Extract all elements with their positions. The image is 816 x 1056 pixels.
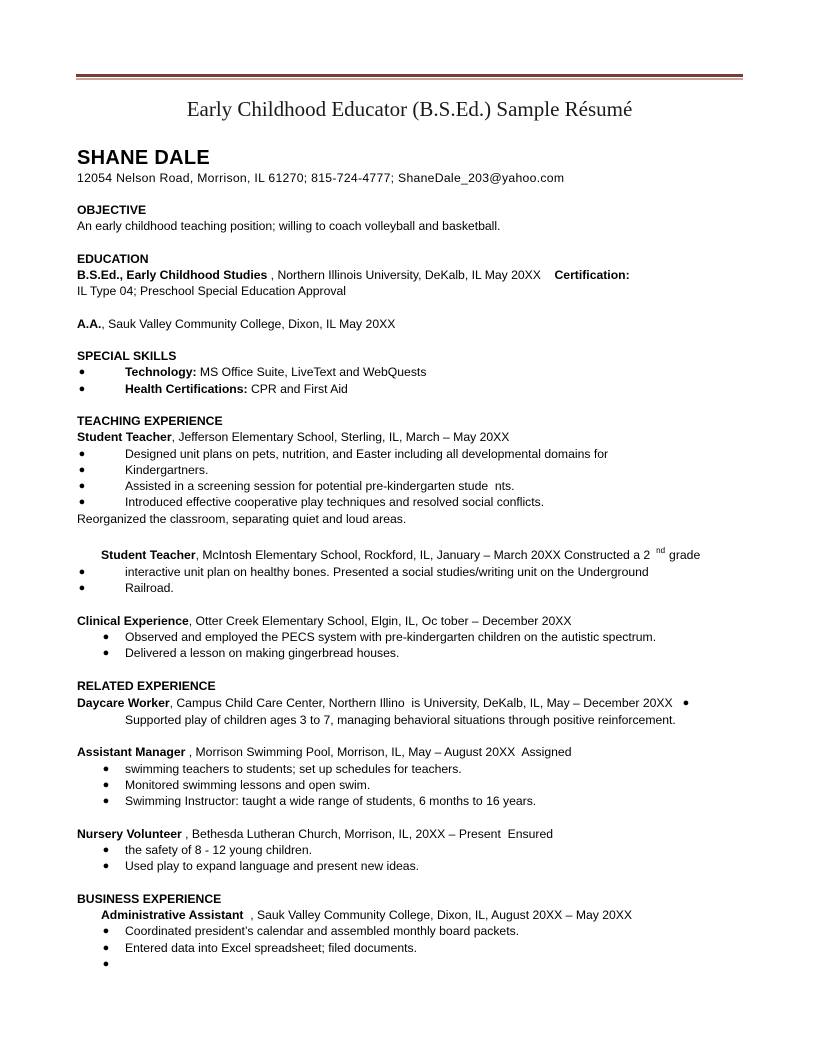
bullet-icon: ●: [78, 565, 86, 578]
bullet-icon: ●: [102, 957, 110, 970]
bullet-icon: ●: [102, 647, 110, 660]
bullet-icon: ●: [102, 795, 110, 808]
list-item: [77, 645, 757, 661]
superscript: nd: [656, 546, 666, 556]
bullet-icon: ●: [102, 762, 110, 775]
list-item: [77, 478, 757, 494]
related-heading: RELATED EXPERIENCE: [77, 678, 216, 693]
list-item: [77, 956, 757, 972]
teaching-job-2: [77, 543, 757, 563]
related-job-3: [77, 826, 757, 842]
list-item: [77, 446, 757, 462]
list-item: [77, 777, 757, 793]
document-title: Early Childhood Educator (B.S.Ed.) Sample Résumé: [186, 97, 633, 121]
job-title: Administrative Assistant: [101, 907, 244, 922]
list-item: [77, 462, 757, 478]
skill-text: CPR and First Aid: [247, 381, 348, 396]
header-rule: [76, 74, 743, 81]
bullet-icon: ●: [78, 366, 86, 379]
certification-text: IL Type 04; Preschool Special Education Approval: [77, 284, 346, 299]
bullet-icon: ●: [78, 496, 86, 509]
list-item-text: Kindergartners.: [125, 462, 209, 477]
bullet-icon: ●: [102, 925, 110, 938]
business-job-1: [77, 907, 757, 923]
teaching-job-3: [77, 613, 757, 629]
bullet-icon: ●: [102, 778, 110, 791]
job-title: Clinical Experience: [77, 613, 189, 628]
skill-item: [77, 364, 757, 380]
job-details: , Morrison Swimming Pool, Morrison, IL, May – August 20XX Assigned: [185, 745, 572, 760]
bullet-icon: ●: [78, 447, 86, 460]
job-title: Assistant Manager: [77, 745, 186, 760]
teaching-job-1-tail: Reorganized the classroom, separating quiet and loud areas.: [77, 511, 407, 526]
list-item-text: Delivered a lesson on making gingerbread houses.: [125, 646, 400, 661]
job-title: Nursery Volunteer: [77, 826, 182, 841]
certification-label: Certification:: [554, 267, 630, 282]
bullet-icon: ●: [78, 581, 86, 594]
list-item-text: interactive unit plan on healthy bones. Presented a social studies/writing unit on the Underground: [125, 564, 649, 579]
list-item-text: Swimming Instructor: taught a wide range of students, 6 months to 16 years.: [125, 794, 537, 809]
job-details: , Sauk Valley Community College, Dixon, IL, August 20XX – May 20XX: [243, 907, 633, 922]
education-heading: EDUCATION: [77, 251, 149, 266]
skills-heading: SPECIAL SKILLS: [77, 349, 177, 364]
list-item: [77, 793, 757, 809]
bullet-icon: ●: [102, 860, 110, 873]
list-item-text: Used play to expand language and present new ideas.: [125, 859, 420, 874]
skill-item: [77, 381, 757, 397]
degree-1-title: B.S.Ed., Early Childhood Studies: [77, 267, 268, 282]
list-item-text: Railroad.: [125, 580, 174, 595]
bullet-icon: ●: [682, 696, 690, 709]
job-title: Daycare Worker: [77, 695, 170, 710]
bullet-icon: ●: [78, 480, 86, 493]
list-item: [77, 494, 757, 510]
skill-label: Health Certifications:: [125, 381, 248, 396]
candidate-name: SHANE DALE: [77, 147, 211, 169]
list-item: [77, 923, 757, 939]
related-job-1-text: Supported play of children ages 3 to 7, managing behavioral situations through positive reinforcement.: [125, 712, 676, 727]
list-item-text: Monitored swimming lessons and open swim.: [125, 777, 371, 792]
teaching-job-1: [77, 429, 757, 445]
degree-1-details: , Northern Illinois University, DeKalb, IL May 20XX: [267, 267, 555, 282]
skill-label: Technology:: [125, 365, 197, 380]
related-job-1: [77, 694, 757, 712]
bullet-icon: ●: [102, 630, 110, 643]
job-details: , Campus Child Care Center, Northern Illino is University, DeKalb, IL, May – December 20XX: [169, 695, 673, 710]
list-item-text: the safety of 8 - 12 young children.: [125, 843, 312, 858]
list-item-text: swimming teachers to students; set up schedules for teachers.: [125, 761, 462, 776]
list-item: [77, 858, 757, 874]
list-item-text: Coordinated president’s calendar and assembled monthly board packets.: [125, 924, 520, 939]
list-item-text: Observed and employed the PECS system with pre-kindergarten children on the autistic spectrum.: [125, 629, 657, 644]
list-item: [77, 580, 757, 596]
degree-2-title: A.A.: [77, 316, 102, 331]
job-details-end: grade: [669, 548, 701, 563]
teaching-heading: TEACHING EXPERIENCE: [77, 414, 223, 429]
list-item-text: Assisted in a screening session for potential pre-kindergarten stude nts.: [125, 479, 515, 494]
bullet-icon: ●: [102, 844, 110, 857]
business-heading: BUSINESS EXPERIENCE: [77, 891, 222, 906]
degree-2-details: , Sauk Valley Community College, Dixon, IL May 20XX: [101, 316, 396, 331]
education-degree-2: [77, 316, 757, 332]
list-item-text: Entered data into Excel spreadsheet; filed documents.: [125, 940, 418, 955]
bullet-icon: ●: [78, 382, 86, 395]
job-title: Student Teacher: [101, 548, 196, 563]
list-item: [77, 761, 757, 777]
bullet-icon: ●: [102, 941, 110, 954]
list-item: [77, 629, 757, 645]
skill-text: MS Office Suite, LiveText and WebQuests: [196, 365, 427, 380]
job-details: , Jefferson Elementary School, Sterling, IL, March – May 20XX: [171, 430, 510, 445]
job-details: , Bethesda Lutheran Church, Morrison, IL, 20XX – Present Ensured: [181, 826, 554, 841]
related-job-2: [77, 744, 757, 760]
job-title: Student Teacher: [77, 430, 172, 445]
bullet-icon: ●: [78, 463, 86, 476]
objective-heading: OBJECTIVE: [77, 203, 147, 218]
list-item-text: Designed unit plans on pets, nutrition, and Easter including all developmental domains for: [125, 446, 609, 461]
list-item: [77, 564, 757, 580]
list-item-text: Introduced effective cooperative play techniques and resolved social conflicts.: [125, 495, 545, 510]
list-item: [77, 842, 757, 858]
job-details: , Otter Creek Elementary School, Elgin, IL, Oc tober – December 20XX: [188, 613, 572, 628]
contact-line: 12054 Nelson Road, Morrison, IL 61270; 815-724-4777; ShaneDale_203@yahoo.com: [77, 171, 565, 185]
resume-body: [77, 146, 757, 972]
list-item: [77, 940, 757, 956]
job-details: , McIntosh Elementary School, Rockford, IL, January – March 20XX Constructed a 2: [195, 548, 651, 563]
education-degree-1: [77, 267, 757, 283]
objective-text: An early childhood teaching position; willing to coach volleyball and basketball.: [77, 219, 501, 234]
